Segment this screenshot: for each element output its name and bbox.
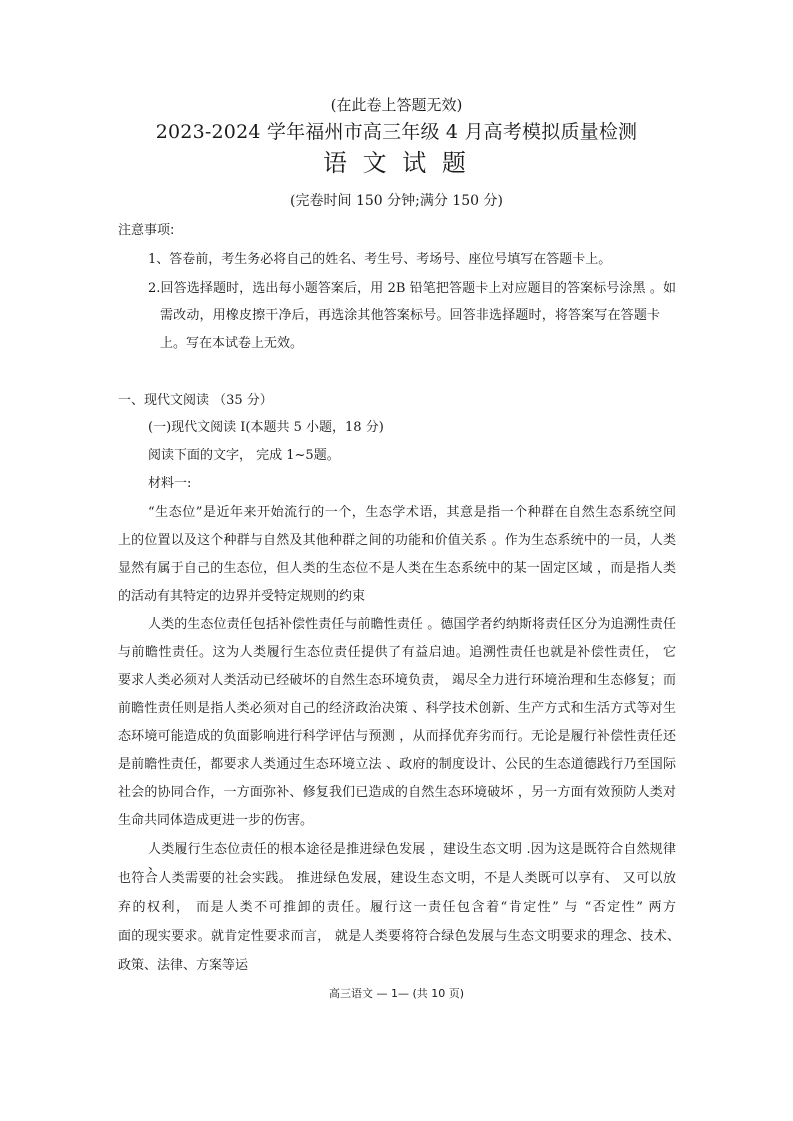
body-line: 社会的协同合作，一方面弥补、修复我们已造成的自然生态环境破坏 ，另一方面有效预防人类对 xyxy=(118,785,676,800)
reading-instruction: 阅读下面的文字， 完成 1~5题。 xyxy=(148,448,340,463)
page-footer: 高三语文 — 1— (共 10 页) xyxy=(328,987,465,1000)
body-line: 人类的生态位责任包括补偿性责任与前瞻性责任 。德国学者约纳斯将责任区分为追溯性责任 xyxy=(148,617,676,632)
section-heading: 一、现代文阅读 （35 分） xyxy=(118,393,273,408)
body-line: 生命共同体造成更进一步的伤害。 xyxy=(118,813,314,828)
body-line: 政策、法律、方案等运 xyxy=(118,958,249,973)
body-line: 显然有属于自己的生态位，但人类的生态位不是人类在生态系统中的某一固定区域 ，而是指人类 xyxy=(118,561,676,576)
body-line: 要求人类必须对人类活动已经破坏的自然生态环境负责， 竭尽全力进行环境治理和生态修复；而 xyxy=(118,673,676,688)
time-info: (完卷时间 150 分钟;满分 150 分) xyxy=(290,193,503,209)
body-line: 面的现实要求。就肯定性要求而言， 就是人类要将符合绿色发展与生态文明要求的理念、技术、 xyxy=(118,929,680,944)
notice-item-2-line-1: 2.回答选择题时，选出每小题答案后，用 2B 铅笔把答题卡上对应题目的答案标号涂黑 。如 xyxy=(148,281,676,296)
notice-heading: 注意事项: xyxy=(118,223,175,238)
material-label: 材料一: xyxy=(148,476,192,491)
body-line: 与前瞻性责任。这为人类履行生态位责任提供了有益启迪。追溯性责任也就是补偿性责任， 它 xyxy=(118,645,676,660)
body-line: 人类履行生态位责任的根本途径是推进绿色发展 ，建设生态文明 .因为这是既符合自然规律 、 xyxy=(148,842,676,873)
body-line: 是前瞻性责任，都要求人类通过生态环境立法 、政府的制度设计、公民的生态道德践行乃至国际 xyxy=(118,757,676,772)
body-line: 弃的权利， 而是人类不可推卸的责任。履行这一责任包含着“肯定性” 与 “否定性” 两方 xyxy=(118,900,676,915)
sub-section-heading: (一)现代文阅读 Ⅰ(本题共 5 小题，18 分) xyxy=(148,420,384,435)
subject-title: 语 文 试 题 xyxy=(323,149,470,177)
body-line: 态环境可能造成的负面影响进行科学评估与预测 ，从而择优弃劣而行。无论是履行补偿性责任还 xyxy=(118,729,676,744)
notice-item-1: 1、答卷前，考生务必将自己的姓名、考生号、考场号、座位号填写在答题卡上。 xyxy=(148,252,612,267)
body-line: 也符合人类需要的社会实践。 推进绿色发展，建设生态文明，不是人类既可以享有、 又可以放 xyxy=(118,871,676,886)
body-line: 上的位置以及这个种群与自然及其他种群之间的功能和价值关系 。作为生态系统中的一员，人类 xyxy=(118,533,676,548)
body-line: “生态位”是近年来开始流行的一个，生态学术语，其意是指一个种群在自然生态系统空间 xyxy=(148,505,676,520)
body-line: 的活动有其特定的边界并受特定规则的约束 xyxy=(118,589,366,604)
notice-item-2-line-3: 上。写在本试卷上无效。 xyxy=(160,336,304,351)
exam-title: 2023-2024 学年福州市高三年级 4 月高考模拟质量检测 xyxy=(155,121,638,143)
notice-item-2-line-2: 需改动，用橡皮擦干净后，再选涂其他答案标号。回答非选择题时，将答案写在答题卡 xyxy=(160,308,660,323)
body-line: 前瞻性责任则是指人类必须对自己的经济政治决策 、科学技术创新、生产方式和生活方式等对生 xyxy=(118,701,676,716)
invalid-note: (在此卷上答题无效) xyxy=(330,96,463,114)
